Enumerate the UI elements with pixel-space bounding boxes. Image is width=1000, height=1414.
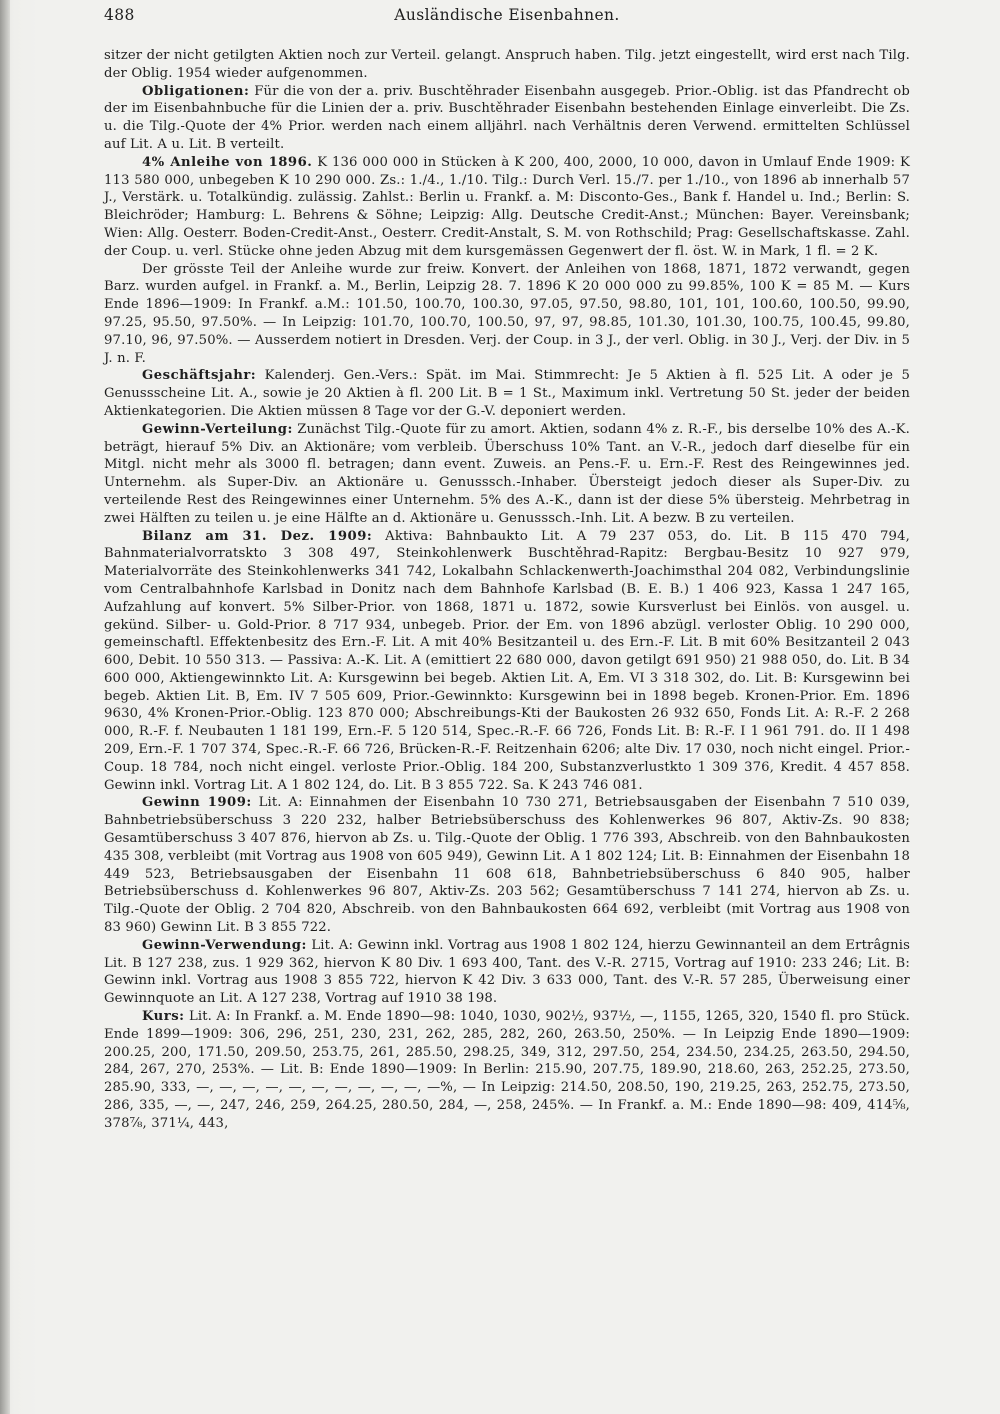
paragraph-kurs: Kurs: Lit. A: In Frankf. a. M. Ende 1890—98: 1040, 1030, 902½, 937½, —, 1155, 1265, 320, 1540 fl. pro Stück. Ende 1899—1909: 306, 296, 251, 230, 231, 262, 285, 282, 260, 263.50, 250%. — In Leipzig Ende 1890—1909: 200.25, 200, 171.50, 209.50, 253.75, 261, 285.50, 298.25, 349, 312, 297.50, 254, 234.50, 234.25, 263.50, 294.50, 284, 267, 270, 253%. — Lit. B: Ende 1890—1909: In Berlin: 215.90, 207.75, 189.90, 218.60, 263, 252.25, 273.50, 285.90, 333, —, —, —, —, —, —, —, —, —, —, —%, — In Leipzig: 214.50, 208.50, 190, 219.25, 263, 252.75, 273.50, 286, 335, —, —, 247, 246, 259, 264.25, 280.50, 284, —, 258, 245%. — In Frankf. a. M.: Ende 1890—98: 409, 414⅝, 378⅞, 371¼, 443, — [104, 1009, 910, 1131]
paragraph-heading: Gewinn-Verwendung: — [142, 937, 307, 953]
paragraph-anleihe-1896: 4% Anleihe von 1896. K 136 000 000 in Stücken à K 200, 400, 2000, 10 000, davon in Umlauf Ende 1909: K 113 580 000, unbegeben K 10 290 000. Zs.: 1./4., 1./10. Tilg.: Durch Verl. 15./7. per 1./10., von 1896 ab innerhalb 57 J., Verstärk. u. Totalkündig. zulässig. Zahlst.: Berlin u. Frankf. a. M: Disconto-Ges., Bank f. Handel u. Ind.; Berlin: S. Bleichröder; Hamburg: L. Behrens & Söhne; Leipzig: Allg. Deutsche Credit-Anst.; München: Bayer. Vereinsbank; Wien: Allg. Oesterr. Boden-Credit-Anst., Oesterr. Credit-Anstalt, S. M. von Rothschild; Prag: Gesellschaftskasse. Zahl. der Coup. u. verl. Stücke ohne jeden Abzug mit dem kursgemässen Gegenwert der fl. öst. W. in Mark, 1 fl. = 2 K. — [104, 154, 911, 259]
paragraph-bilanz: Bilanz am 31. Dez. 1909: Aktiva: Bahnbaukto Lit. A 79 237 053, do. Lit. B 115 470 794, Bahnmaterialvorratskto 3 308 497, Steinkohlenwerk Buschtěhrad-Rapitz: Bergbau-Besitz 10 927 979, Materialvorräte des Steinkohlenwerks 341 742, Lokalbahn Schlackenwerth-Joachimsthal 204 082, Verbindungslinie vom Centralbahnhofe Karlsbad in Donitz nach dem Bahnhofe Karlsbad (B. E. B.) 1 406 923, Kassa 1 247 165, Aufzahlung auf konvert. 5% Silber-Prior. von 1868, 1871 u. 1872, sowie Kursverlust bei Einlös. von ausgel. u. gekünd. Silber- u. Gold-Prior. 8 717 934, unbegeb. Prior. der Em. von 1896 abzügl. verloster Oblig. 10 290 000, gemeinschaftl. Effektenbesitz des Ern.-F. Lit. A mit 40% Besitzanteil u. des Ern.-F. Lit. B mit 60% Besitzanteil 2 043 600, Debit. 10 550 313. — Passiva: A.-K. Lit. A (emittiert 22 680 000, davon getilgt 691 950) 21 988 050, do. Lit. B 34 600 000, Aktiengewinnkto Lit. A: Kursgewinn bei begeb. Aktien Lit. A, Em. VI 3 318 302, do. Lit. B: Kursgewinn bei begeb. Aktien Lit. B, Em. IV 7 505 609, Prior.-Gewinnkto: Kursgewinn bei in 1898 begeb. Kronen-Prior. Em. 1896 9630, 4% Kronen-Prior.-Oblig. 123 870 000; Abschreibungs-Kti der Baukosten 26 932 650, Fonds Lit. A: R.-F. 2 268 000, R.-F. f. Neubauten 1 181 199, Ern.-F. 5 120 514, Spec.-R.-F. 66 726, Fonds Lit. B: R.-F. I 1 961 791. do. II 1 498 209, Ern.-F. 1 707 374, Spec.-R.-F. 66 726, Brücken-R.-F. Reitzenhain 6206; alte Div. 17 030, noch nicht eingel. Prior.-Coup. 18 784, noch nicht eingel. verloste Prior.-Oblig. 184 200, Substanzverlustkto 1 309 376, Kredit. 4 457 858. Gewinn inkl. Vortrag Lit. A 1 802 124, do. Lit. B 3 855 722. Sa. K 243 746 081. — [104, 528, 910, 793]
paragraph-heading: Bilanz am 31. Dez. 1909: — [142, 528, 373, 544]
paragraph-heading: 4% Anleihe von 1896. — [142, 154, 313, 170]
paragraph-gewinn-verteilung: Gewinn-Verteilung: Zunächst Tilg.-Quote für zu amort. Aktien, sodann 4% z. R.-F., bis derselbe 10% des A.-K. beträgt, hierauf 5% Div. an Aktionäre; vom verbleib. Überschuss 10% Tant. an V.-R., jedoch darf dieselbe für ein Mitgl. nicht mehr als 3000 fl. betragen; dann event. Zuweis. an Pens.-F. u. Ern.-F. Rest des Reingewinnes jed. Unternehm. als Super-Div. an Aktionäre u. Genusssch.-Inhaber. Übersteigt jedoch dieser als Super-Div. zu verteilende Rest des Reingewinnes einer Unternehm. 5% des A.-K., dann ist der diese 5% übersteig. Mehrbetrag in zwei Hälften zu teilen u. je eine Hälfte an d. Aktionäre u. Genusssch.-Inh. Lit. A bezw. B zu verteilen. — [104, 421, 911, 526]
paragraph-obligationen: Obligationen: Für die von der a. priv. Buschtěhrader Eisenbahn ausgegeb. Prior.-Oblig. ist das Pfandrecht ob der im Eisenbahnbuche für die Linien der a. priv. Buschtěhrader Eisenbahn bestehenden Einlage einverleibt. Die Zs. u. die Tilg.-Quote der 4% Prior. werden nach einem alljährl. nach Verhältnis deren Verwend. ermittelten Schlüssel auf Lit. A u. Lit. B verteilt. — [104, 83, 910, 152]
running-title: Ausländische Eisenbahnen. — [394, 6, 620, 24]
paragraph-konversion: Der grösste Teil der Anleihe wurde zur freiw. Konvert. der Anleihen von 1868, 1871, 1872 verwandt, gegen Barz. wurden aufgel. in Frankf. a. M., Berlin, Leipzig 28. 7. 1896 K 20 000 000 zu 99.85%, 100 K = 85 M. — Kurs Ende 1896—1909: In Frankf. a.M.: 101.50, 100.70, 100.30, 97.05, 97.50, 98.80, 101, 101, 100.60, 100.50, 99.90, 97.25, 95.50, 97.50%. — In Leipzig: 101.70, 100.70, 100.50, 97, 97, 98.85, 101.30, 101.30, 100.75, 100.45, 99.80, 97.10, 96, 97.50%. — Ausserdem notiert in Dresden. Verj. der Coup. in 3 J., der verl. Oblig. in 30 J., Verj. der Div. in 5 J. n. F. — [104, 261, 910, 366]
paragraph-heading: Gewinn 1909: — [142, 795, 252, 811]
paragraph-continuation: sitzer der nicht getilgten Aktien noch zur Verteil. gelangt. Anspruch haben. Tilg. jetzt eingestellt, wird erst nach Tilg. der Oblig. 1954 wieder aufgenommen. — [104, 48, 910, 81]
paragraph-gewinn-1909: Gewinn 1909: Lit. A: Einnahmen der Eisenbahn 10 730 271, Betriebsausgaben der Eisenbahn 7 510 039, Bahnbetriebsüberschuss 3 220 232, halber Betriebsüberschuss des Kohlenwerkes 96 807, Aktiv-Zs. 90 838; Gesamtüberschuss 3 407 876, hiervon ab Zs. u. Tilg.-Quote der Oblig. 1 776 393, Abschreib. von den Bahnbaukosten 435 308, verbleibt (mit Vortrag aus 1908 von 605 949), Gewinn Lit. A 1 802 124; Lit. B: Einnahmen der Eisenbahn 18 449 523, Betriebsausgaben der Eisenbahn 11 608 618, Bahnbetriebsüberschuss 6 840 905, halber Betriebsüberschuss d. Kohlenwerkes 96 807, Aktiv-Zs. 203 562; Gesamtüberschuss 7 141 274, hiervon ab Zs. u. Tilg.-Quote der Oblig. 2 704 820, Abschreib. von den Bahnbaukosten 664 692, verbleibt (mit Vortrag aus 1908 von 83 960) Gewinn Lit. B 3 855 722. — [104, 795, 911, 936]
paragraph-heading: Kurs: — [142, 1009, 185, 1025]
paragraph-heading: Gewinn-Verteilung: — [142, 421, 293, 437]
binding-edge — [0, 0, 10, 1414]
page-header — [104, 6, 910, 36]
body-text — [104, 47, 910, 1133]
paragraph-heading: Obligationen: — [142, 83, 250, 99]
paragraph-gewinn-verwendung: Gewinn-Verwendung: Lit. A: Gewinn inkl. Vortrag aus 1908 1 802 124, hierzu Gewinnanteil an dem Ertrâgnis Lit. B 127 238, zus. 1 929 362, hiervon K 80 Div. 1 693 400, Tant. des V.-R. 2715, Vortrag auf 1910: 233 246; Lit. B: Gewinn inkl. Vortrag aus 1908 3 855 722, hiervon K 42 Div. 3 633 000, Tant. des V.-R. 57 285, Überweisung einer Gewinnquote an Lit. A 127 238, Vortrag auf 1910 38 198. — [104, 937, 911, 1007]
paragraph-geschaeftsjahr: Geschäftsjahr: Kalenderj. Gen.-Vers.: Spät. im Mai. Stimmrecht: Je 5 Aktien à fl. 525 Lit. A oder je 5 Genussscheine Lit. A., sowie je 20 Aktien à fl. 200 Lit. B = 1 St., Maximum inkl. Vertretung 50 St. jeder der beiden Aktienkategorien. Die Aktien müssen 8 Tage vor der G.-V. deponiert werden. — [104, 368, 911, 419]
paragraph-heading: Geschäftsjahr: — [142, 368, 257, 384]
page-number: 488 — [104, 6, 135, 24]
